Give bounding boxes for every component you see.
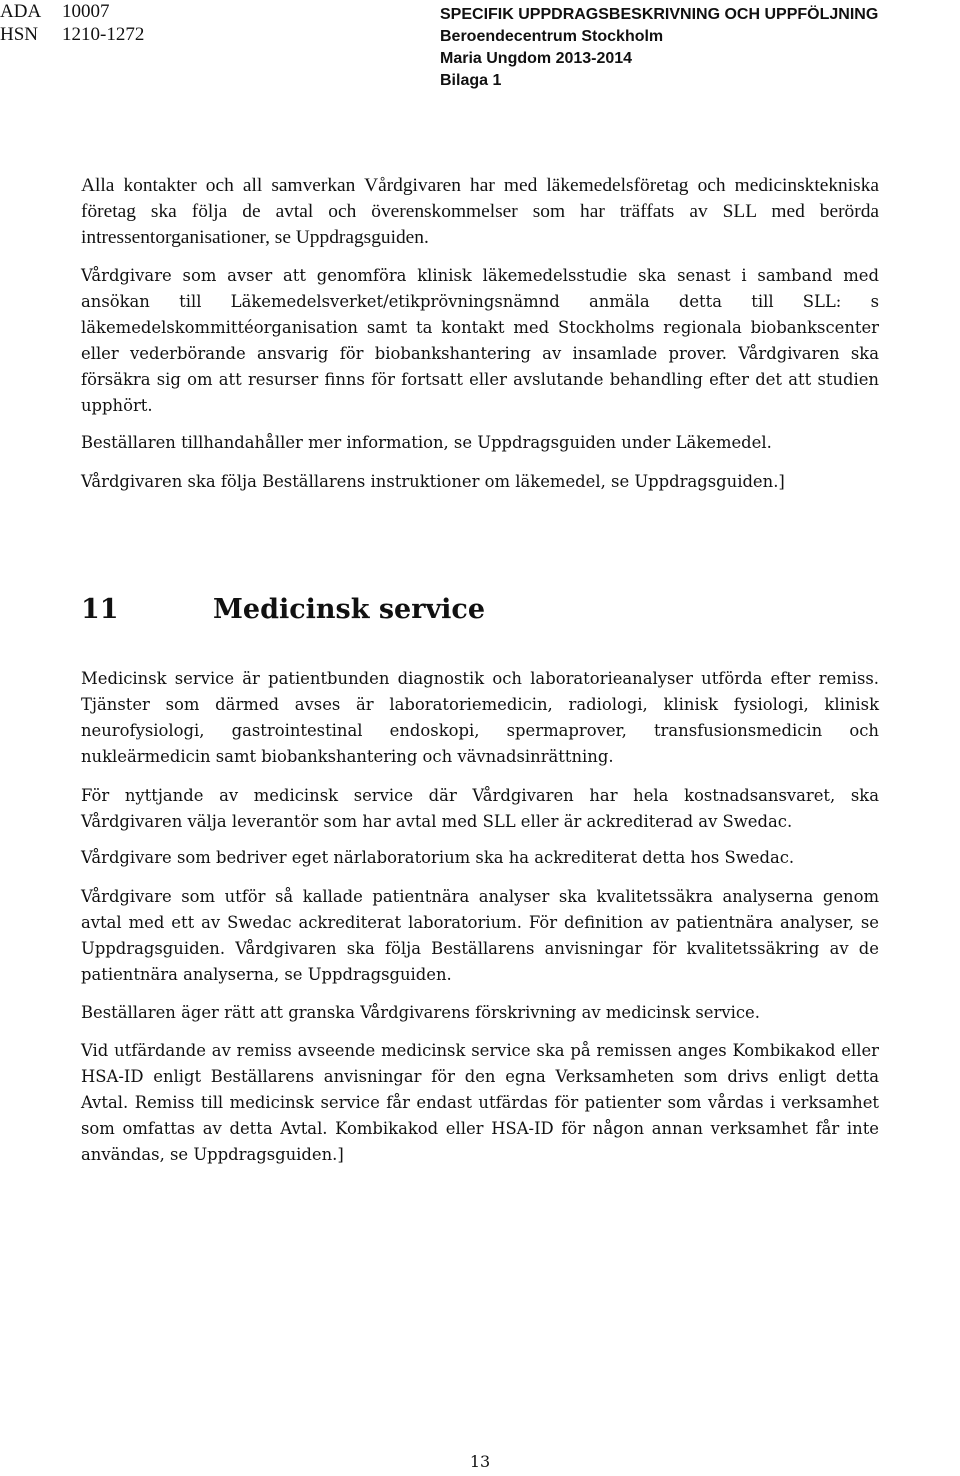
paragraph-information: Beställaren tillhandahåller mer information, se Uppdragsguiden under Läkemedel. [81, 433, 772, 452]
paragraph-contacts: Alla kontakter och all samverkan Vårdgivaren har med läkemedelsföretag och medicinsktekniska företag ska följa de avtal och överenskommelser som har träffats av SLL med berörda intressentorganisationer, se Uppdragsguiden. [81, 175, 879, 248]
paragraph-lab: Vårdgivare som bedriver eget närlaboratorium ska ha ackrediterat detta hos Swedac. [81, 848, 795, 867]
paragraph-referral: Vid utfärdande av remiss avseende medicinsk service ska på remissen anges Kombikakod eller HSA-ID enligt Beställarens anvisningar för den egna Verksamheten som drivs enligt detta Avtal. Remiss till medicinsk service får endast utfärdas för patienter som vårdas i verksamhet som omfattas av detta Avtal. Kombikakod eller HSA-ID för någon annan verksamhet får inte användas, se Uppdragsguiden.] [81, 1041, 879, 1164]
header-unit: Maria Ungdom 2013-2014 [440, 50, 633, 67]
paragraph-review: Beställaren äger rätt att granska Vårdgivarens förskrivning av medicinsk service. [81, 1003, 760, 1022]
header-appendix: Bilaga 1 [440, 72, 502, 89]
header-title: SPECIFIK UPPDRAGSBESKRIVNING OCH UPPFÖLJNING [440, 6, 879, 23]
section-heading [81, 588, 485, 632]
page-number: 13 [469, 1452, 491, 1471]
header-organisation: Beroendecentrum Stockholm [440, 28, 664, 45]
code-number: 10007 [62, 1, 110, 22]
paragraph-patient-analyses: Vårdgivare som utför så kallade patientnära analyser ska kvalitetssäkra analyserna genom avtal med ett av Swedac ackrediterat laboratorium. För definition av patientnära analyser, se Uppdragsguiden. Vårdgivaren ska följa Beställarens anvisningar för kvalitetssäkring av de patientnära analyserna, se Uppdragsguiden. [81, 887, 879, 984]
code-label: ADA [0, 1, 42, 22]
paragraph-definition: Medicinsk service är patientbunden diagnostik och laboratorieanalyser utförda efter remiss. Tjänster som därmed avses är laboratoriemedicin, radiologi, klinisk fysiologi, klinisk neurofysiologi, gastrointestinal endoskopi, spermaprover, transfusionsmedicin och nukleärmedicin samt biobankshantering och vävnadsinrättning. [81, 669, 879, 766]
code-number: 1210-1272 [62, 24, 145, 45]
section-number: 11 [81, 594, 119, 625]
document-codes [0, 0, 144, 46]
code-row [0, 23, 144, 46]
section-title: Medicinsk service [213, 594, 486, 625]
code-label: HSN [0, 24, 39, 45]
paragraph-clinical-study: Vårdgivare som avser att genomföra klinisk läkemedelsstudie ska senast i samband med ansökan till Läkemedelsverket/etikprövningsnämnd anmäla detta till SLL: s läkemedelskommittéorganisation samt ta kontakt med Stockholms regionala biobankscenter eller vederbörande ansvarig för biobankshantering av insamlade prover. Vårdgivaren ska försäkra sig om att resurser finns för fortsatt eller avslutande behandling efter det att studien upphört. [81, 266, 879, 415]
paragraph-supplier: För nyttjande av medicinsk service där Vårdgivaren har hela kostnadsansvaret, ska Vårdgivaren välja leverantör som har avtal med SLL eller är ackrediterad av Swedac. [81, 786, 879, 831]
code-row [0, 0, 144, 23]
paragraph-instructions: Vårdgivaren ska följa Beställarens instruktioner om läkemedel, se Uppdragsguiden.] [81, 472, 785, 491]
document-header [440, 4, 878, 92]
